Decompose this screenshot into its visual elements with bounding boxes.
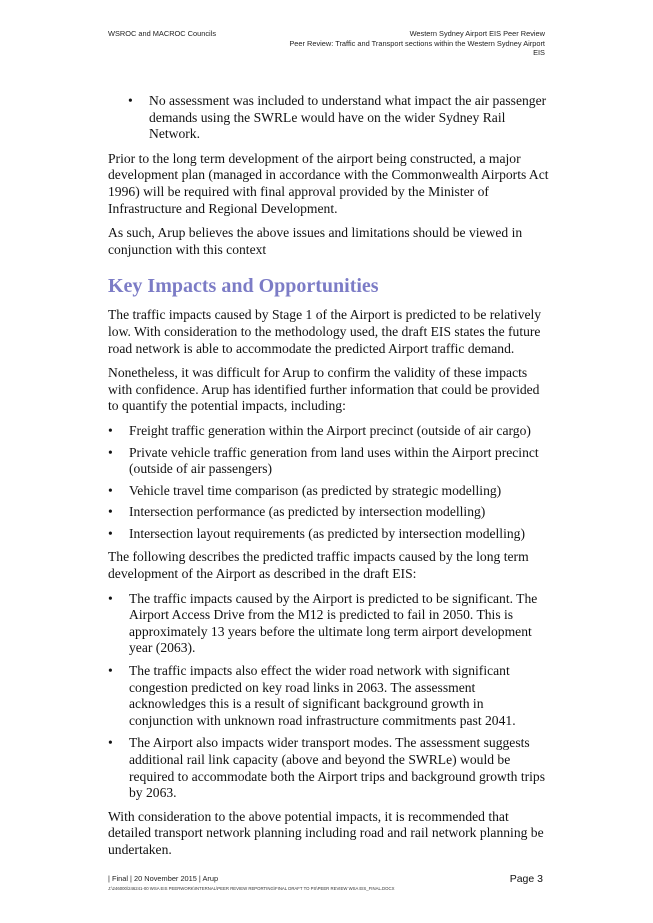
paragraph: With consideration to the above potential impacts, it is recommended that detailed transport network planning including road and rail network planning be undertaken.: [108, 808, 544, 857]
list-item-text: Private vehicle traffic generation from land uses within the Airport precinct (outside of air passengers): [129, 444, 539, 477]
list-item-text: Vehicle travel time comparison (as predicted by strategic modelling): [129, 482, 502, 498]
bullet-icon: •: [108, 504, 113, 520]
bullet-icon: •: [108, 525, 113, 541]
paragraph: The traffic impacts caused by Stage 1 of the Airport is predicted to be relatively low. With consideration to the methodology used, the draft EIS states the future road network is able to accommodate the predicted Airport traffic demand.: [108, 307, 542, 356]
header-organisation: WSROC and MACROC Councils: [108, 29, 217, 38]
bullet-icon: •: [108, 663, 113, 679]
page-number: Page 3: [509, 873, 543, 885]
bullet-icon: •: [108, 444, 113, 460]
impacts-list: [108, 591, 550, 802]
list-item: [108, 526, 550, 543]
list-item: [108, 483, 550, 500]
header-title-line-2: Peer Review: Traffic and Transport sections within the Western Sydney Airport: [289, 38, 545, 48]
bullet-icon: •: [108, 422, 113, 438]
paragraph: Prior to the long term development of the airport being constructed, a major development plan (managed in accordance with the Commonwealth Airports Act 1996) will be required with final approval provided by the Minister of Infrastructure and Regional Development.: [108, 150, 549, 216]
paragraph: Nonetheless, it was difficult for Arup to confirm the validity of these impacts with confidence. Arup has identified further information that could be provided to quantify the potential impacts, including:: [108, 365, 540, 414]
bullet-icon: •: [108, 735, 113, 751]
header-title-block: [245, 29, 545, 58]
list-item: [128, 93, 550, 143]
list-item: [108, 591, 550, 657]
list-item-text: Intersection performance (as predicted by intersection modelling): [129, 504, 486, 520]
footer-status: | Final | 20 November 2015 | Arup: [108, 874, 219, 883]
information-list: [108, 423, 550, 543]
paragraph: The following describes the predicted traffic impacts caused by the long term development of the Airport as described in the draft EIS:: [108, 549, 529, 582]
footer-file-path: J:\246000\246241-00 WSA EIS PEERWORK\INTERNAL\PEER REVIEW REPORTING\FINAL DRAFT TO PS\PEER REVIEW WSA EIS_FINAL.DOCX: [108, 886, 395, 891]
bullet-icon: •: [108, 590, 113, 606]
paragraph: As such, Arup believes the above issues and limitations should be viewed in conjunction with this context: [108, 225, 523, 257]
list-item: [108, 445, 550, 478]
header-title-line-3: EIS: [533, 48, 545, 58]
list-item-text: The traffic impacts also effect the wider road network with significant congestion predicted on key road links in 2063. The assessment acknowledges this is a result of significant background growth in conjunction with unknown road infrastructure commitments past 2041.: [129, 663, 516, 728]
list-item-text: No assessment was included to understand what impact the air passenger demands using the SWRLe would have on the wider Sydney Rail Network.: [149, 93, 547, 142]
list-item: [108, 663, 550, 729]
list-item: [108, 504, 550, 521]
list-item: [108, 735, 550, 801]
section-heading: Key Impacts and Opportunities: [108, 275, 379, 298]
header-title-line-1: Western Sydney Airport EIS Peer Review: [409, 29, 545, 38]
list-item-text: The Airport also impacts wider transport modes. The assessment suggests additional rail link capacity (above and beyond the SWRLe) would be required to accommodate both the Airport trips and background growth trips by 2063.: [129, 735, 546, 801]
list-item-text: Intersection layout requirements (as predicted by intersection modelling): [129, 525, 525, 541]
intro-bullet-list: [108, 93, 550, 143]
bullet-icon: •: [128, 93, 133, 108]
list-item-text: Freight traffic generation within the Airport precinct (outside of air cargo): [129, 422, 531, 438]
document-body: [108, 93, 550, 867]
list-item: [108, 423, 550, 440]
list-item-text: The traffic impacts caused by the Airport is predicted to be significant. The Airport Access Drive from the M12 is predicted to fail in 2050. This is approximately 13 years before the ultimate long term airport development year (2063).: [129, 590, 538, 656]
bullet-icon: •: [108, 482, 113, 498]
